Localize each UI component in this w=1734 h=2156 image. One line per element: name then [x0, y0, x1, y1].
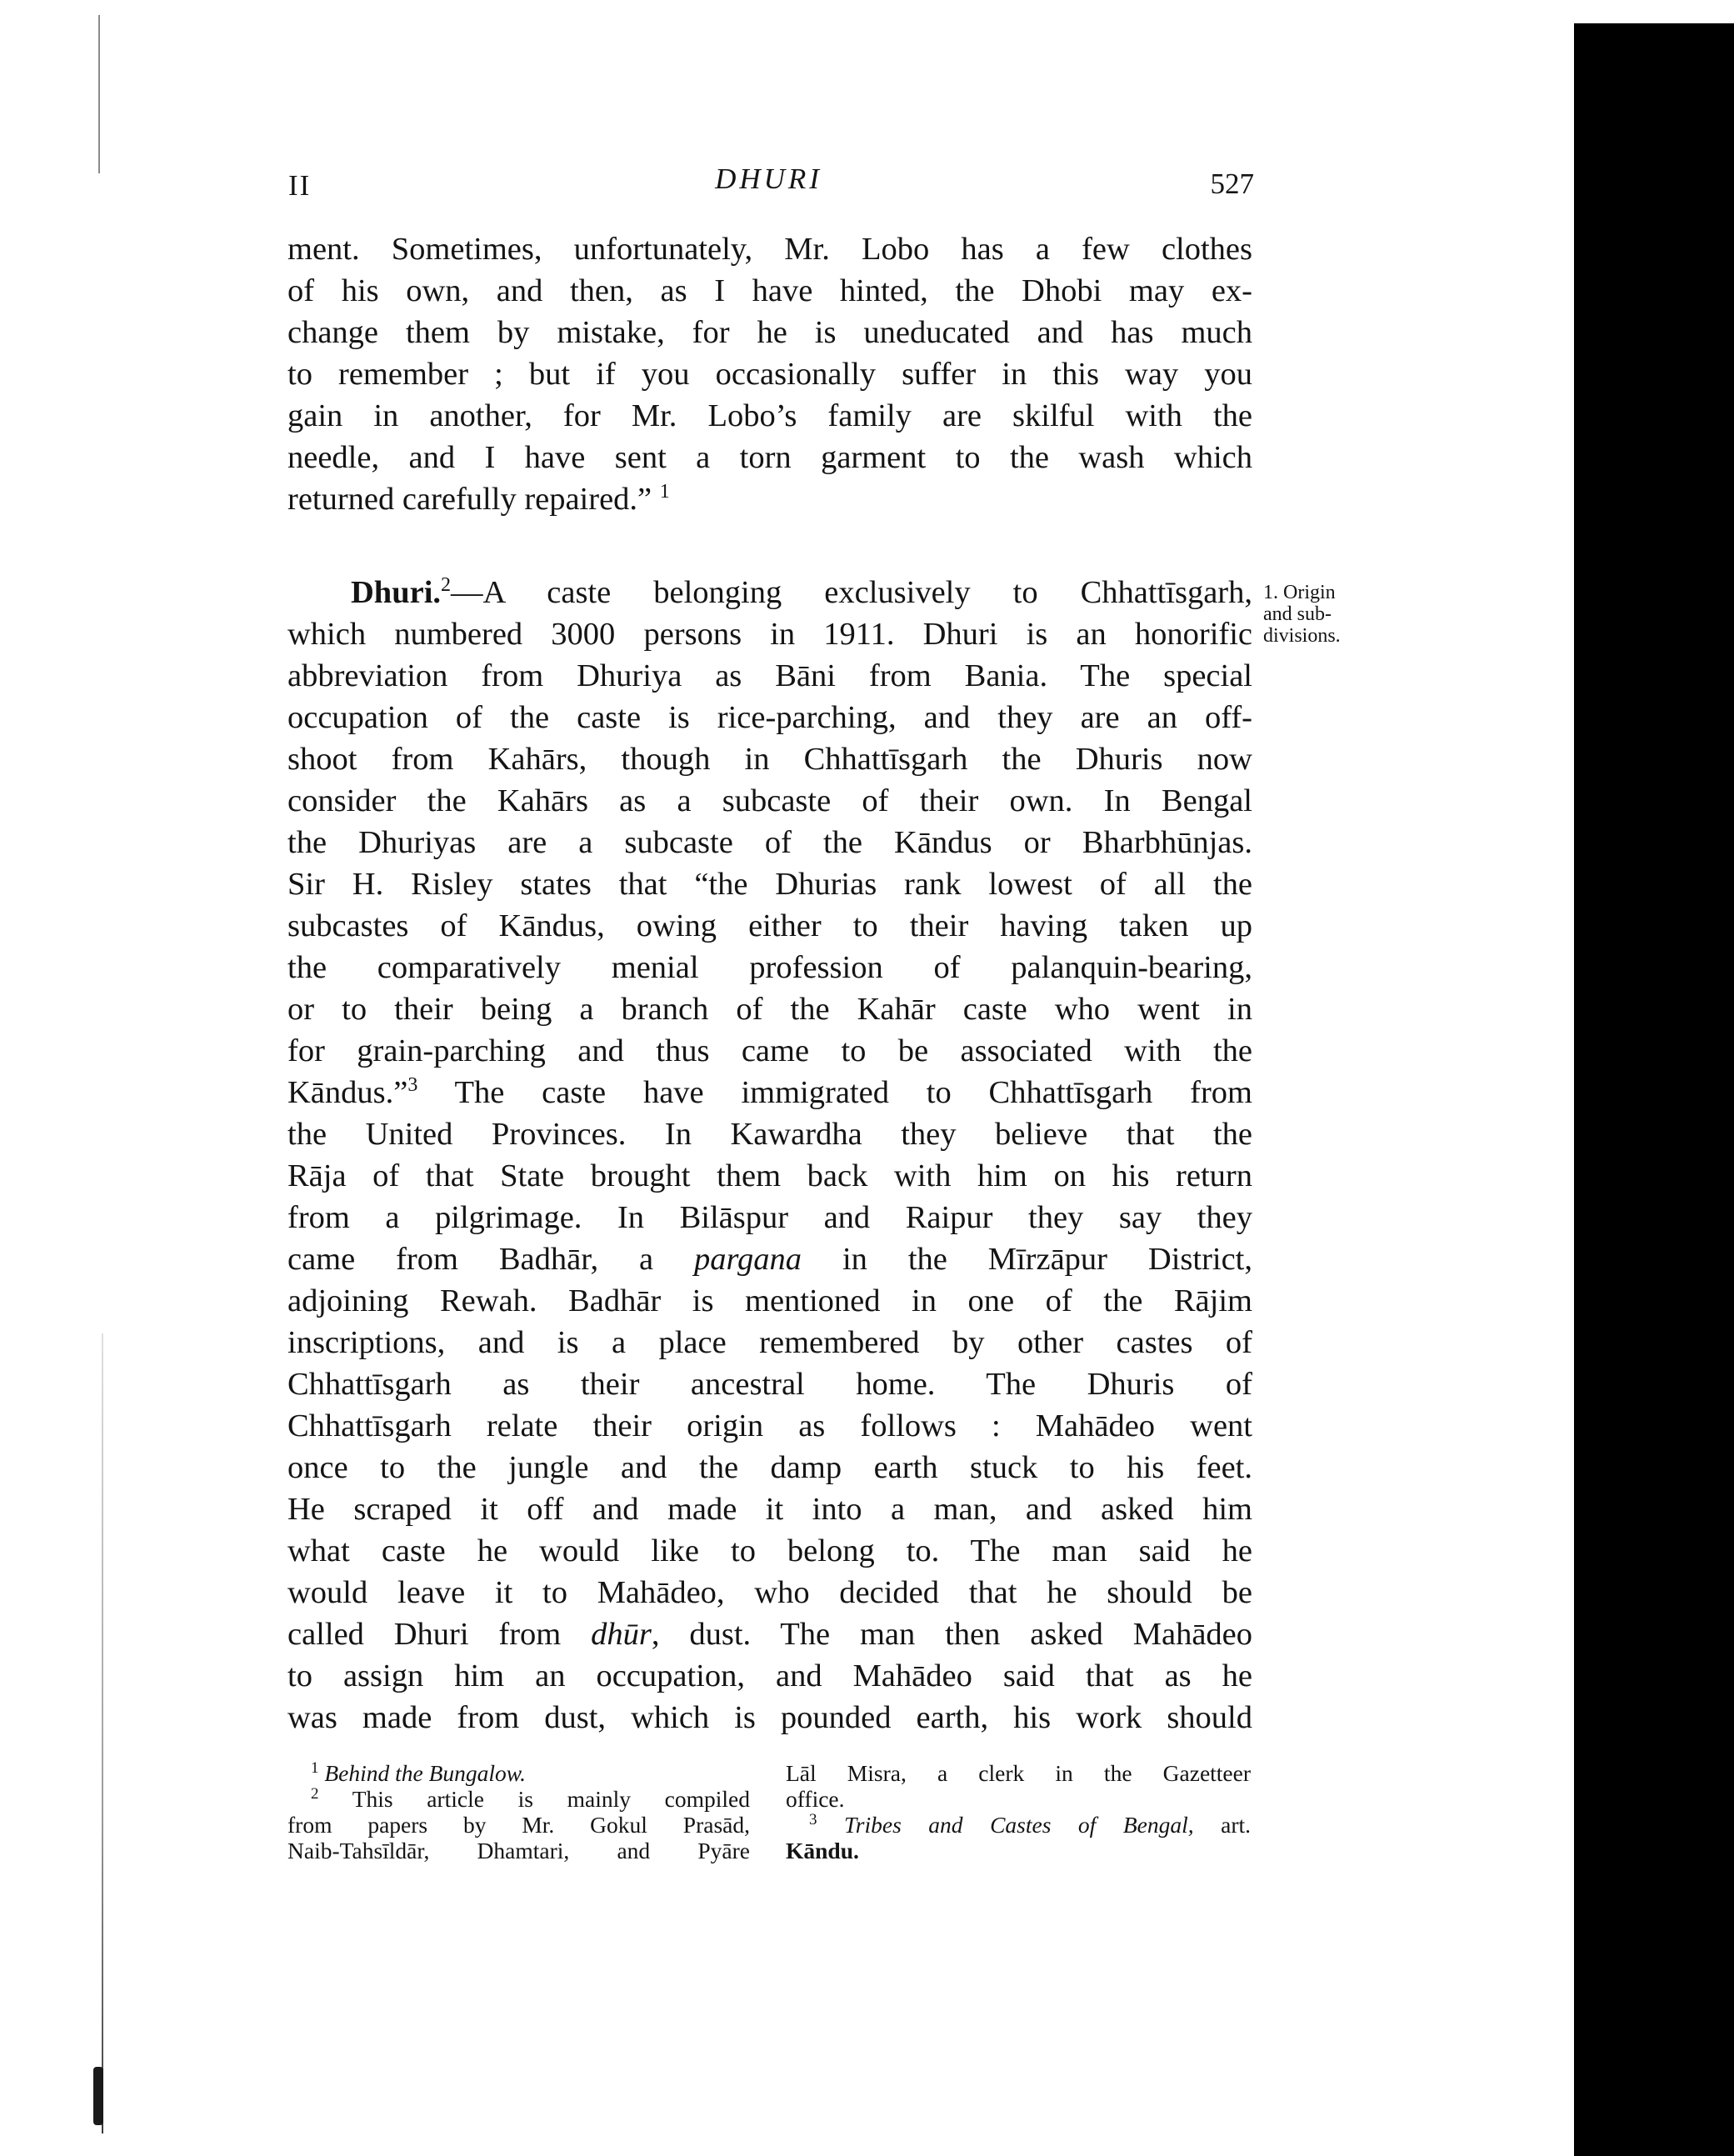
text-line: from a pilgrimage. In Bilāspur and Raipur they say they [287, 1200, 1252, 1235]
text-line: or to their being a branch of the Kahār caste who went in [287, 992, 1252, 1027]
footnote-1 [287, 1760, 750, 1786]
footnotes-right-column [786, 1760, 1251, 1863]
text-segment: , dust. The man then asked Mahādeo [651, 1617, 1252, 1652]
text-line [287, 1238, 1252, 1280]
footnote-text: art. [1221, 1812, 1252, 1838]
footnote-number: 1 [311, 1758, 319, 1777]
marginal-note-line: 1. Origin [1263, 582, 1336, 603]
text-line: which numbered 3000 persons in 1911. Dhuri is an honorific [287, 617, 1252, 652]
footnote-title: Tribes and Castes of Bengal, [844, 1812, 1194, 1838]
footnote-line: Naib-Tahsīldār, Dhamtari, and Pyāre [287, 1838, 750, 1863]
text-line: would leave it to Mahādeo, who decided that he should be [287, 1575, 1252, 1610]
text-line: adjoining Rewah. Badhār is mentioned in one of the Rājim [287, 1283, 1252, 1318]
page-number: 527 [1210, 168, 1254, 200]
text-line: shoot from Kahārs, though in Chhattīsgarh the Dhuris now [287, 742, 1252, 777]
chapter-number: II [288, 169, 312, 202]
text-line: Sir H. Risley states that “the Dhurias rank lowest of all the [287, 867, 1252, 902]
text-line: was made from dust, which is pounded earth, his work should [287, 1700, 1252, 1735]
page-title: DHURI [715, 163, 822, 195]
text-segment: called Dhuri from [287, 1617, 562, 1652]
footnote-line: from papers by Mr. Gokul Prasād, [287, 1812, 750, 1838]
text-line: the comparatively menial profession of palanquin-bearing, [287, 950, 1252, 985]
text-line: Rāja of that State brought them back with him on his return [287, 1158, 1252, 1193]
text-line: once to the jungle and the damp earth stuck to his feet. [287, 1450, 1252, 1485]
footnote-3 [786, 1812, 1251, 1838]
running-head [283, 163, 1254, 213]
text-line [287, 1613, 1252, 1655]
footnote-number: 3 [809, 1810, 817, 1828]
footnote-text: This article is mainly compiled [352, 1786, 751, 1812]
text-line: subcastes of Kāndus, owing either to their having taken up [287, 908, 1252, 943]
text-line: ment. Sometimes, unfortunately, Mr. Lobo has a few clothes [287, 232, 1252, 267]
footnote-ref: 3 [407, 1074, 418, 1097]
text-line: abbreviation from Dhuriya as Bāni from Bania. The special [287, 658, 1252, 693]
footnote-line: Kāndu. [786, 1838, 859, 1863]
scan-black-margin [1574, 23, 1734, 2156]
footnote-2 [287, 1786, 750, 1812]
scan-edge-line-lower [102, 1333, 103, 2133]
footnote-line: Lāl Misra, a clerk in the Gazetteer [786, 1760, 1251, 1786]
text-line [287, 1072, 1252, 1113]
text-segment: came from Badhār, a [287, 1242, 654, 1277]
marginal-note [1263, 582, 1372, 647]
text-line: He scraped it off and made it into a man, and asked him [287, 1492, 1252, 1527]
text-line: needle, and I have sent a torn garment to the wash which [287, 440, 1252, 475]
text-line: Chhattīsgarh relate their origin as follows : Mahādeo went [287, 1408, 1252, 1443]
text-segment: returned carefully repaired.” [287, 482, 652, 517]
scan-edge-mark [93, 2067, 103, 2125]
text-line: change them by mistake, for he is uneducated and has much [287, 315, 1252, 350]
text-line: gain in another, for Mr. Lobo’s family are skilful with the [287, 398, 1252, 433]
italic-term: dhūr [591, 1617, 652, 1652]
text-line: the United Provinces. In Kawardha they believe that the [287, 1117, 1252, 1152]
text-line: occupation of the caste is rice-parching, and they are an off- [287, 700, 1252, 735]
marginal-note-line: divisions. [1263, 625, 1341, 647]
text-line: to remember ; but if you occasionally suffer in this way you [287, 357, 1252, 392]
footnote-ref: 1 [659, 481, 670, 503]
text-line [287, 572, 1252, 613]
footnote-text: Behind the Bungalow. [324, 1760, 526, 1786]
footnote-line: office. [786, 1786, 845, 1812]
text-line [287, 478, 1252, 520]
footnote-ref: 2 [441, 574, 452, 597]
text-segment: The caste have immigrated to Chhattīsgarh from [454, 1075, 1252, 1110]
footnote-number: 2 [311, 1784, 319, 1803]
text-line: what caste he would like to belong to. The man said he [287, 1533, 1252, 1568]
text-segment: Kāndus.” [287, 1075, 408, 1110]
article-dhuri [287, 572, 1252, 1738]
text-line: for grain-parching and thus came to be associated with the [287, 1033, 1252, 1068]
footnotes-left-column [287, 1760, 750, 1863]
italic-term: pargana [694, 1242, 802, 1277]
text-line: consider the Kahārs as a subcaste of their own. In Bengal [287, 783, 1252, 818]
text-segment: in the Mīrzāpur District, [842, 1242, 1252, 1277]
scan-edge-line [98, 15, 100, 173]
text-segment: —A caste belonging exclusively to Chhattīsgarh, [451, 575, 1252, 610]
text-line: the Dhuriyas are a subcaste of the Kāndus or Bharbhūnjas. [287, 825, 1252, 860]
article-head-word: Dhuri. [351, 575, 442, 610]
text-line: of his own, and then, as I have hinted, the Dhobi may ex- [287, 273, 1252, 308]
text-line: inscriptions, and is a place remembered by other castes of [287, 1325, 1252, 1360]
text-line: Chhattīsgarh as their ancestral home. The Dhuris of [287, 1367, 1252, 1402]
text-line: to assign him an occupation, and Mahādeo said that as he [287, 1658, 1252, 1693]
marginal-note-line: and sub- [1263, 603, 1332, 625]
paragraph-continuation [287, 228, 1252, 520]
